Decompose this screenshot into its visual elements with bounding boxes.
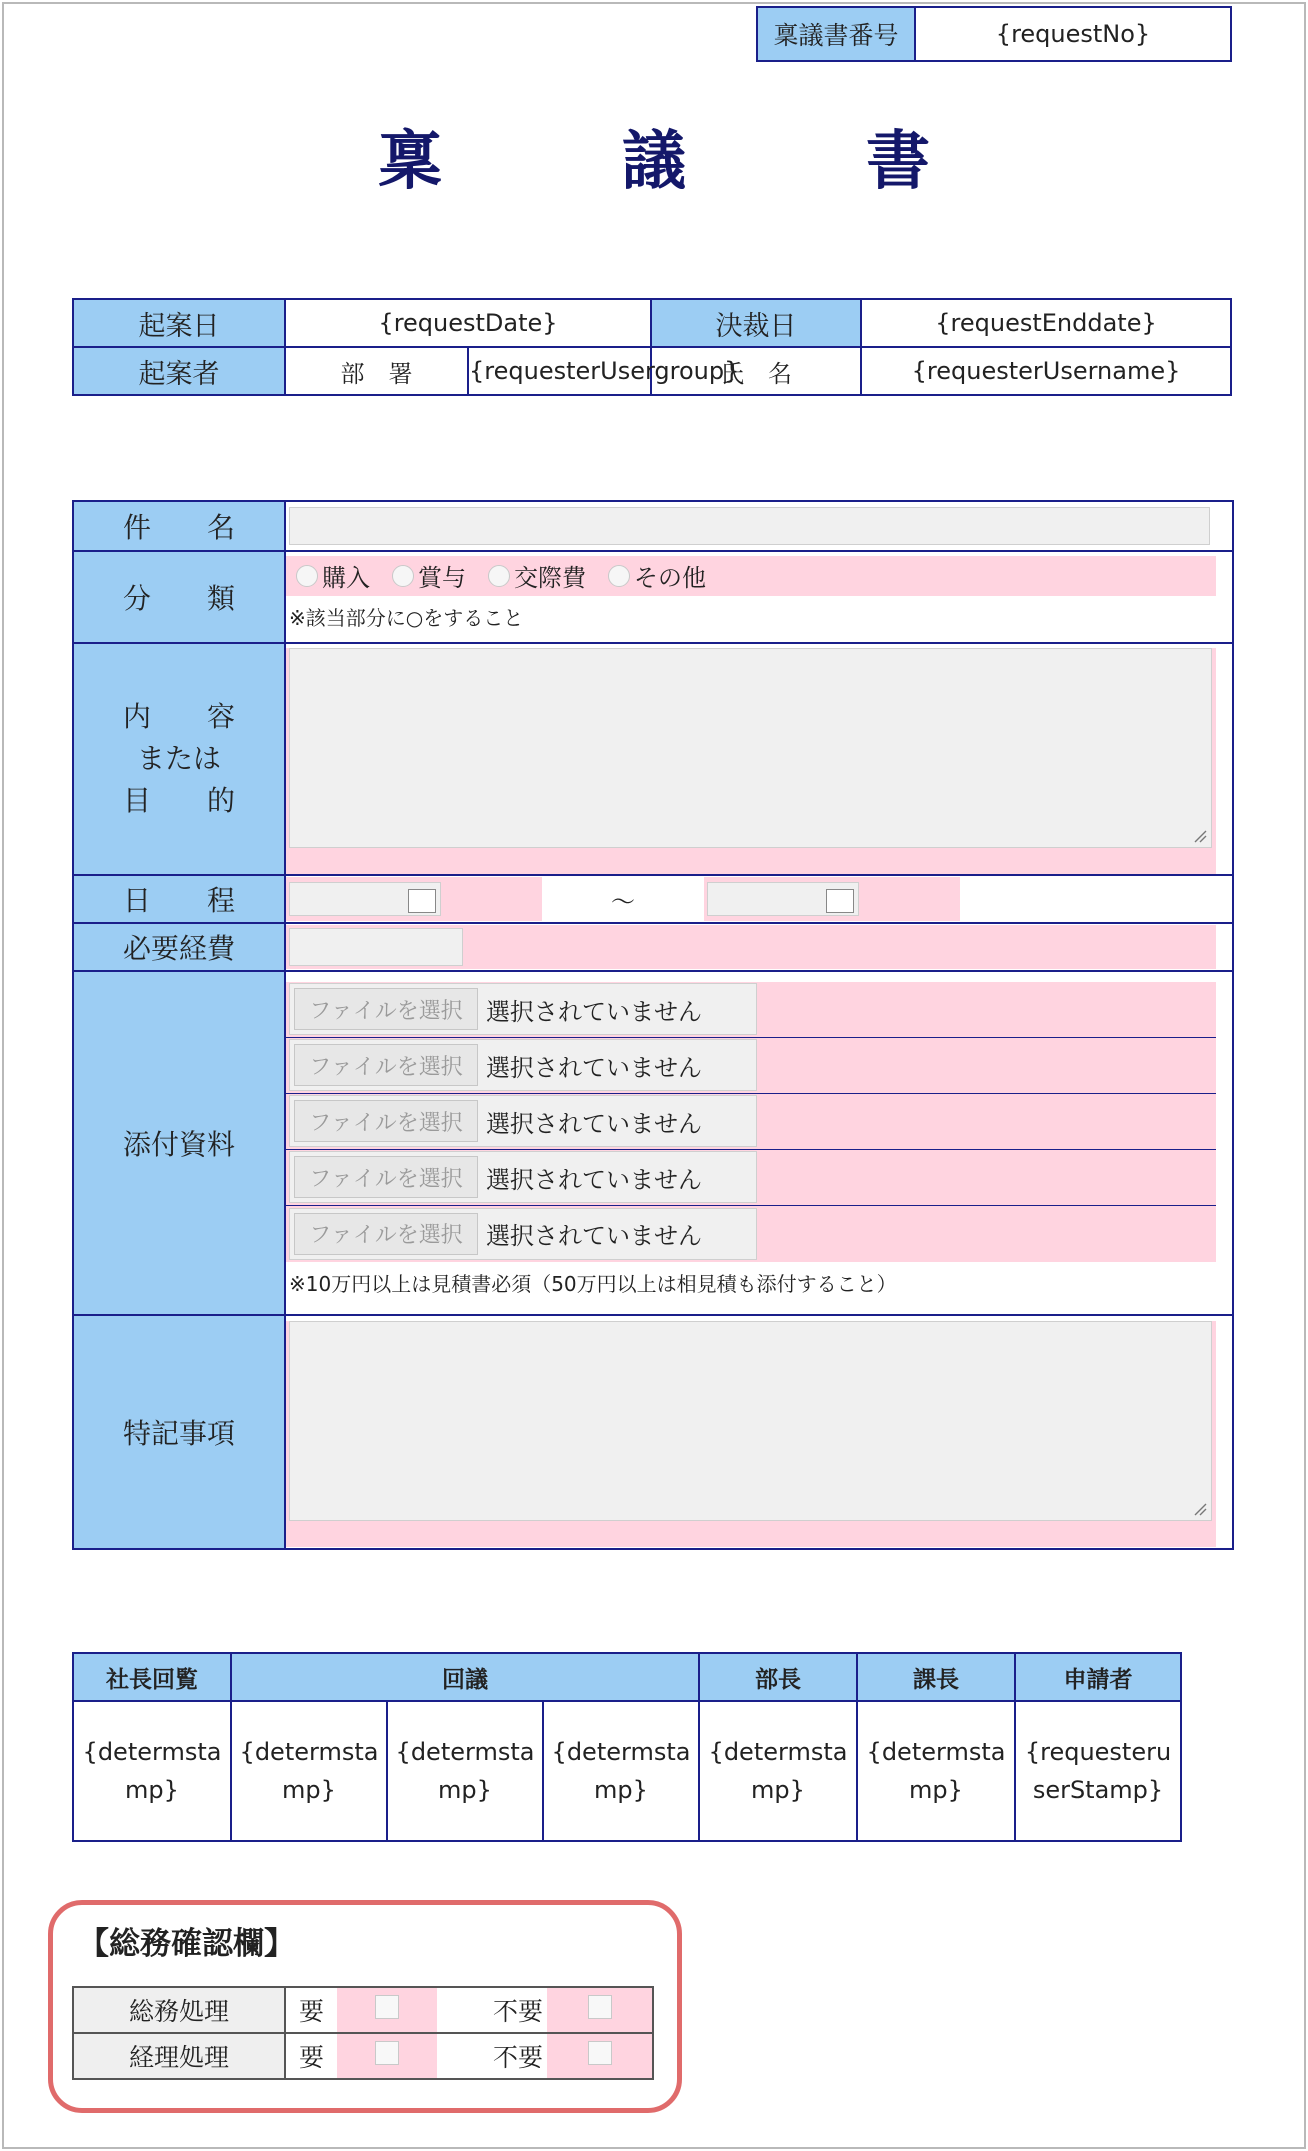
file-status: 選択されていません <box>486 997 702 1026</box>
remarks-textarea[interactable] <box>289 1321 1212 1521</box>
approval-table <box>72 1652 1182 1842</box>
no-need-label: 不要 <box>437 1987 547 2033</box>
name-value: {requesterUsername} <box>861 347 1231 395</box>
resize-handle-icon[interactable] <box>1193 1502 1207 1516</box>
subject-input[interactable] <box>289 507 1210 545</box>
end-date-label: 決裁日 <box>651 299 861 347</box>
file-row <box>286 1206 1216 1262</box>
approval-header-section-chief: 課長 <box>857 1653 1015 1701</box>
end-date-input[interactable] <box>707 882 859 916</box>
file-row <box>286 1094 1216 1150</box>
attachment-label: 添付資料 <box>73 971 285 1315</box>
file-row <box>286 1150 1216 1206</box>
confirm-row-label: 経理処理 <box>73 2033 285 2079</box>
calendar-icon[interactable] <box>408 889 436 913</box>
confirm-title: 【総務確認欄】 <box>78 1926 295 1962</box>
need-checkbox[interactable] <box>375 2041 399 2065</box>
content-label-line: 内 容 <box>122 700 235 733</box>
radio-bonus[interactable] <box>392 558 466 593</box>
file-row <box>286 982 1216 1038</box>
request-no-table <box>756 6 1232 62</box>
radio-label: 交際費 <box>514 564 586 592</box>
approval-header-applicant: 申請者 <box>1015 1653 1181 1701</box>
confirm-row-label: 総務処理 <box>73 1987 285 2033</box>
radio-entertainment[interactable] <box>488 558 586 593</box>
category-note: ※該当部分に○をすること <box>286 596 1216 639</box>
cost-input[interactable] <box>289 928 463 966</box>
content-label <box>73 643 285 875</box>
schedule-separator: ～ <box>611 887 635 916</box>
file-status: 選択されていません <box>486 1222 702 1250</box>
no-need-checkbox[interactable] <box>588 1995 612 2019</box>
radio-purchase[interactable] <box>296 558 370 593</box>
no-need-checkbox[interactable] <box>588 2041 612 2065</box>
need-label: 要 <box>285 2033 337 2079</box>
radio-circle-icon[interactable] <box>392 565 414 587</box>
approval-header-president: 社長回覧 <box>73 1653 231 1701</box>
file-select-button[interactable]: ファイルを選択 <box>294 1213 478 1255</box>
file-select-button[interactable]: ファイルを選択 <box>294 1100 478 1142</box>
radio-label: 購入 <box>322 564 370 592</box>
end-date-value: {requestEnddate} <box>861 299 1231 347</box>
file-status: 選択されていません <box>486 1053 702 1082</box>
calendar-icon[interactable] <box>826 889 854 913</box>
approval-header-circulation: 回議 <box>231 1653 699 1701</box>
file-select-button[interactable]: ファイルを選択 <box>294 1156 478 1198</box>
stamp-cell: {determsta mp} <box>73 1701 231 1841</box>
radio-circle-icon[interactable] <box>608 565 630 587</box>
no-need-label: 不要 <box>437 2033 547 2079</box>
stamp-cell: {determsta mp} <box>387 1701 543 1841</box>
radio-other[interactable] <box>608 558 706 593</box>
radio-label: その他 <box>634 564 706 592</box>
name-label: 氏 名 <box>651 347 861 395</box>
stamp-cell: {determsta mp} <box>699 1701 857 1841</box>
content-label-line: または <box>136 742 221 775</box>
file-select-button[interactable]: ファイルを選択 <box>294 988 478 1030</box>
file-row <box>286 1038 1216 1094</box>
need-label: 要 <box>285 1987 337 2033</box>
resize-handle-icon[interactable] <box>1193 829 1207 843</box>
content-label-line: 目 的 <box>122 784 235 817</box>
request-no-label: 稟議書番号 <box>757 7 915 61</box>
need-checkbox-cell <box>337 1987 437 2033</box>
stamp-cell: {determsta mp} <box>857 1701 1015 1841</box>
info-table <box>72 298 1232 396</box>
need-checkbox-cell <box>337 2033 437 2079</box>
remarks-label: 特記事項 <box>73 1315 285 1549</box>
radio-label: 賞与 <box>418 564 466 592</box>
category-label: 分 類 <box>73 551 285 643</box>
content-textarea[interactable] <box>289 648 1212 848</box>
start-date-input[interactable] <box>289 882 441 916</box>
cost-label: 必要経費 <box>73 923 285 971</box>
stamp-cell: {requesteru serStamp} <box>1015 1701 1181 1841</box>
department-label: 部 署 <box>285 347 468 395</box>
schedule-label: 日 程 <box>73 875 285 923</box>
radio-circle-icon[interactable] <box>488 565 510 587</box>
confirm-table <box>72 1986 654 2080</box>
page-title: 稟 議 書 <box>378 124 988 199</box>
radio-circle-icon[interactable] <box>296 565 318 587</box>
department-value: {requesterUsergroup} <box>468 347 651 395</box>
category-radio-group <box>286 556 1216 596</box>
request-date-value: {requestDate} <box>285 299 651 347</box>
stamp-cell: {determsta mp} <box>231 1701 387 1841</box>
file-status: 選択されていません <box>486 1165 702 1194</box>
requester-label: 起案者 <box>73 347 285 395</box>
request-form <box>72 500 1234 1550</box>
file-status: 選択されていません <box>486 1109 702 1138</box>
request-date-label: 起案日 <box>73 299 285 347</box>
request-no-value: {requestNo} <box>915 7 1231 61</box>
no-need-checkbox-cell <box>547 2033 653 2079</box>
need-checkbox[interactable] <box>375 1995 399 2019</box>
attachment-note: ※10万円以上は見積書必須（50万円以上は相見積も添付すること） <box>286 1262 1216 1305</box>
stamp-cell: {determsta mp} <box>543 1701 699 1841</box>
file-select-button[interactable]: ファイルを選択 <box>294 1044 478 1086</box>
approval-header-manager: 部長 <box>699 1653 857 1701</box>
subject-label: 件 名 <box>73 501 285 551</box>
no-need-checkbox-cell <box>547 1987 653 2033</box>
